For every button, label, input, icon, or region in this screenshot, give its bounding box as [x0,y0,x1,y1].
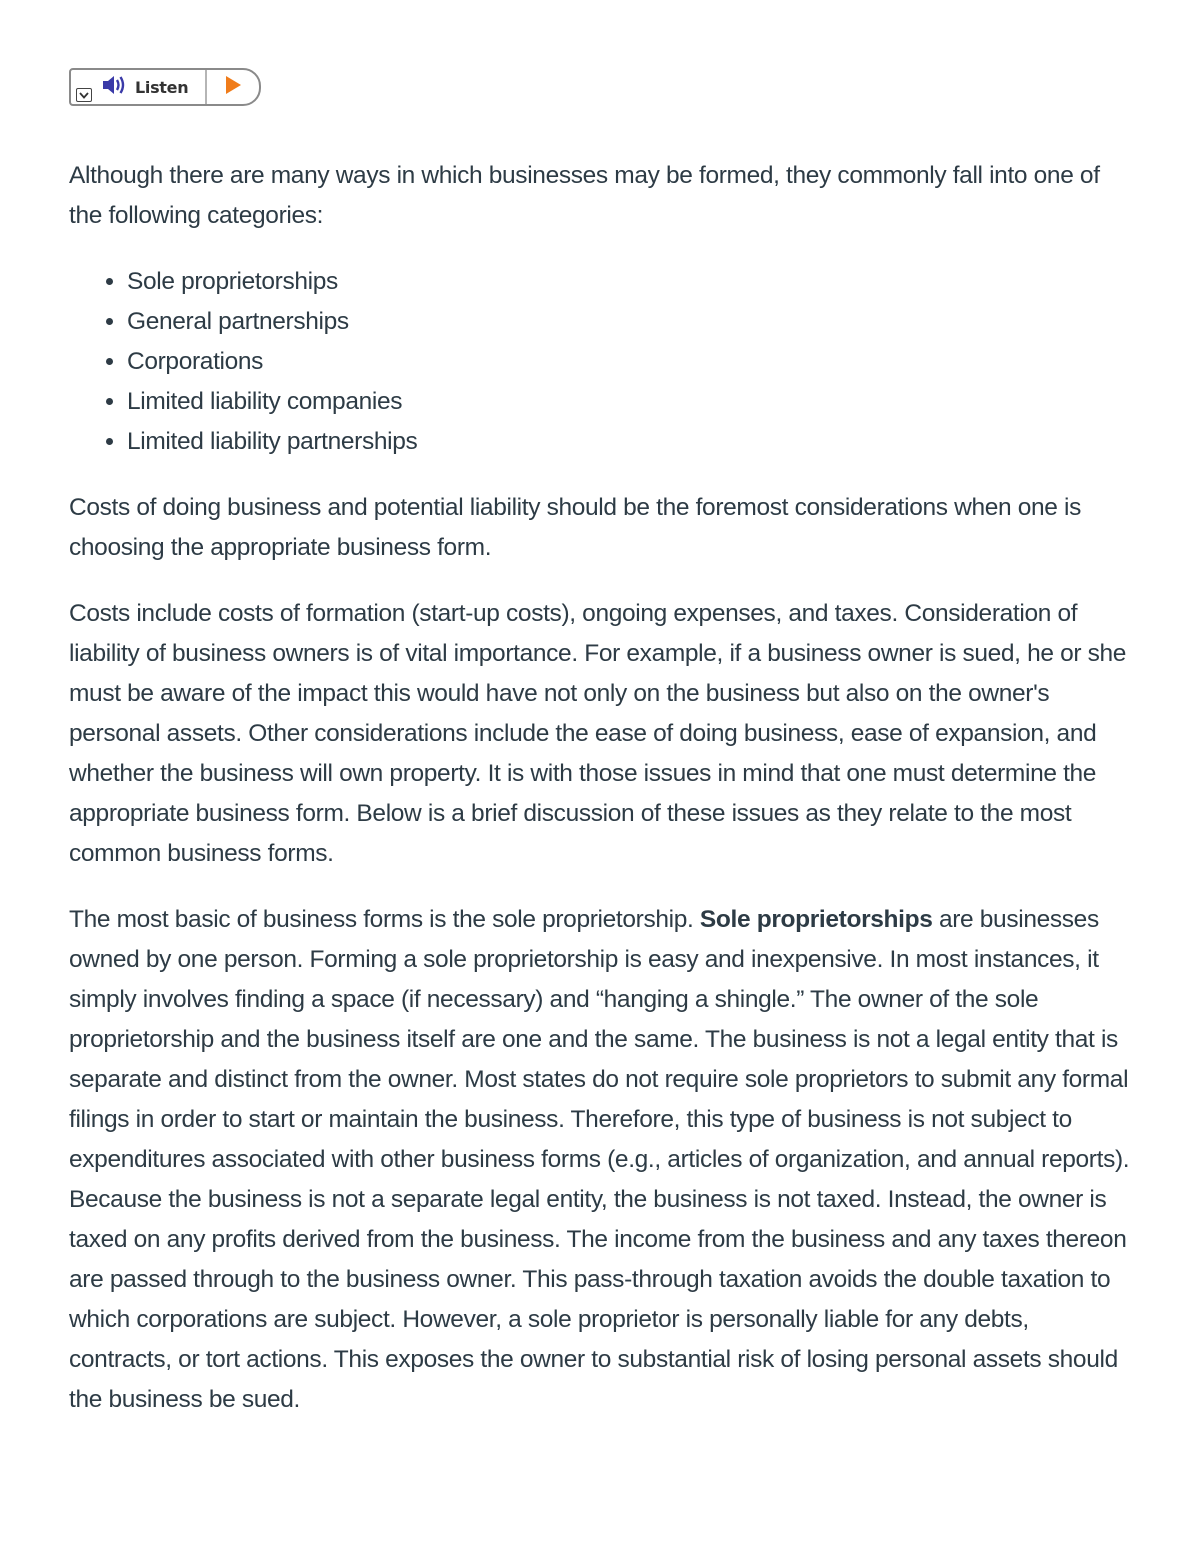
list-item: • General partnerships [127,302,1131,342]
list-item: • Sole proprietorships [127,262,1131,302]
play-button[interactable] [205,70,259,104]
costs-detail-paragraph: Costs include costs of formation (start-up costs), ongoing expenses, and taxes. Consideration of liability of business owners is of vital importance. For example, if a business owner is sued, he or she must be aware of the impact this would have not only on the business but also on the owner's personal assets. Other considerations include the ease of doing business, ease of expansion, and whether the business will own property. It is with those issues in mind that one must determine the appropriate business form. Below is a brief discussion of these issues as they relate to the most common business forms. [69,600,1127,867]
listen-widget [69,68,261,106]
sole-paragraph-rest: are businesses owned by one person. Forming a sole proprietorship is easy and inexpensive. In most instances, it simply involves finding a space (if necessary) and “hanging a shingle.” The owner of the sole proprietorship and the business itself are one and the same. The business is not a legal entity that is separate and distinct from the owner. Most states do not require sole proprietors to submit any formal filings in order to start or maintain the business. Therefore, this type of business is not subject to expenditures associated with other business forms (e.g., articles of organization, and annual reports). Because the business is not a separate legal entity, the business is not taxed. Instead, the owner is taxed on any profits derived from the business. The income from the business and any taxes thereon are passed through to the business owner. This pass-through taxation avoids the double taxation to which corporations are subject. However, a sole proprietor is personally liable for any debts, contracts, or tort actions. This exposes the owner to substantial risk of losing personal assets should the business be sued. [69,906,1130,1413]
costs-liability-paragraph: Costs of doing business and potential liability should be the foremost considerations when one is choosing the appropriate business form. [69,494,1082,561]
intro-paragraph: Although there are many ways in which businesses may be formed, they commonly fall into one of the following categories: [69,162,1100,229]
business-categories-list [69,262,1131,462]
listen-button[interactable] [97,70,205,104]
sole-proprietorships-term: Sole proprietorships [699,906,933,933]
list-item: • Limited liability companies [127,382,1131,422]
page [69,68,1131,1446]
sole-paragraph-lead: The most basic of business forms is the sole proprietorship. [69,906,700,933]
listen-label: Listen [135,77,189,97]
list-item: • Limited liability partnerships [127,422,1131,462]
play-icon [224,75,242,100]
speaker-icon [101,74,129,101]
listen-menu-button[interactable] [71,70,97,104]
chevron-down-icon [76,88,92,102]
list-item: • Corporations [127,342,1131,382]
sole-proprietorship-paragraph [69,900,1131,1420]
article-content [69,156,1131,1420]
